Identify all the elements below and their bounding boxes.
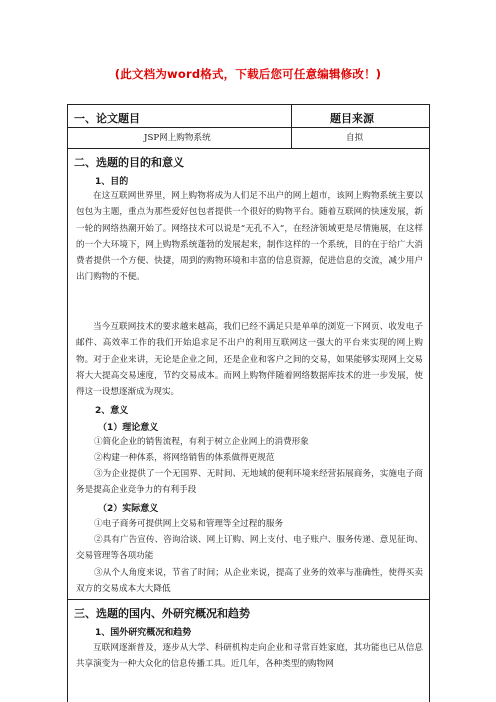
- theory-title: （1）理论意义: [98, 423, 159, 433]
- purpose-title: 1、目的: [95, 177, 129, 187]
- theory-item: ③为企业提供了一个无国界、无时间、无地域的便利环境来经营拓展商务，实施电子商务是提高企业竞争力的有利手段: [76, 469, 423, 496]
- section2-title: 二、选题的目的和意义: [74, 156, 184, 169]
- format-notice: (此文档为word格式，下载后您可任意编辑修改！): [114, 67, 382, 81]
- purpose-paragraph-2: 当今互联网技术的要求越来越高，我们已经不满足只是单单的浏览一下网页、收发电子邮件、高效率工作的我们开始追求足不出户的利用互联网这一强大的平台来实现的网上购物。对于企业来讲，无论是企业之间，还是企业和客户之间的交易，如果能够实现网上交易将大大提高交易速度，节约交易成本。而网上购物伴随着网络数据库技术的进一步发展，使得这一设想逐渐成为现实。: [76, 322, 423, 398]
- row-divider: [68, 148, 429, 149]
- practice-item: ③从个人角度来说，节省了时间；从企业来说，提高了业务的效率与准确性，使得买卖双方的交易成本大大降低: [76, 568, 423, 595]
- meaning-title: 2、意义: [95, 406, 129, 416]
- theory-item: ②构建一种体系，将网络销售的体系做得更规范: [94, 453, 275, 463]
- section3-title: 三、选题的国内、外研究概况和趋势: [74, 607, 250, 620]
- practice-title: （2）实际意义: [98, 504, 159, 514]
- research-abroad-title: 1、国外研究概况和趋势: [95, 628, 192, 638]
- theory-item: ①简化企业的销售流程，有利于树立企业网上的消费形象: [94, 437, 309, 447]
- topic-value: JSP网上购物系统: [144, 133, 211, 143]
- row-divider: [68, 599, 429, 600]
- row-divider: [68, 127, 429, 128]
- proposal-table: [67, 104, 430, 702]
- source-header: 题目来源: [330, 112, 374, 125]
- practice-item: ①电子商务可提供网上交易和管理等全过程的服务: [94, 519, 284, 529]
- source-value: 自拟: [346, 133, 364, 143]
- research-abroad-paragraph: 互联网逐渐普及，逐步从大学、科研机构走向企业和寻常百姓家庭，其功能也已从信息共享演变为一种大众化的信息传播工具。近几年，各种类型的购物网: [76, 643, 423, 670]
- purpose-paragraph-1: 在这互联网世界里，网上购物将成为人们足不出户的网上超市，该网上购物系统主要以包包为主题，重点为那些爱好包包者提供一个很好的购物平台。随着互联网的快速发展，新一轮的网络热潮开始了。网络技术可以说是“无孔不入”，在经济领域更是尽情施展，在这样的一个大环境下，网上购物系统蓬勃的发展起来，制作这样的一个系统，目的在于给广大消费者提供一个方便、快捷，周到的购物环境和丰富的信息资源，促进信息的交流，减少用户出门购物的不便。: [76, 191, 423, 283]
- practice-item: ②具有广告宣传、咨询洽谈、网上订购、网上支付、电子账户、服务传递、意见征询、交易管理等各项功能: [76, 535, 423, 562]
- topic-header: 一、论文题目: [74, 112, 140, 125]
